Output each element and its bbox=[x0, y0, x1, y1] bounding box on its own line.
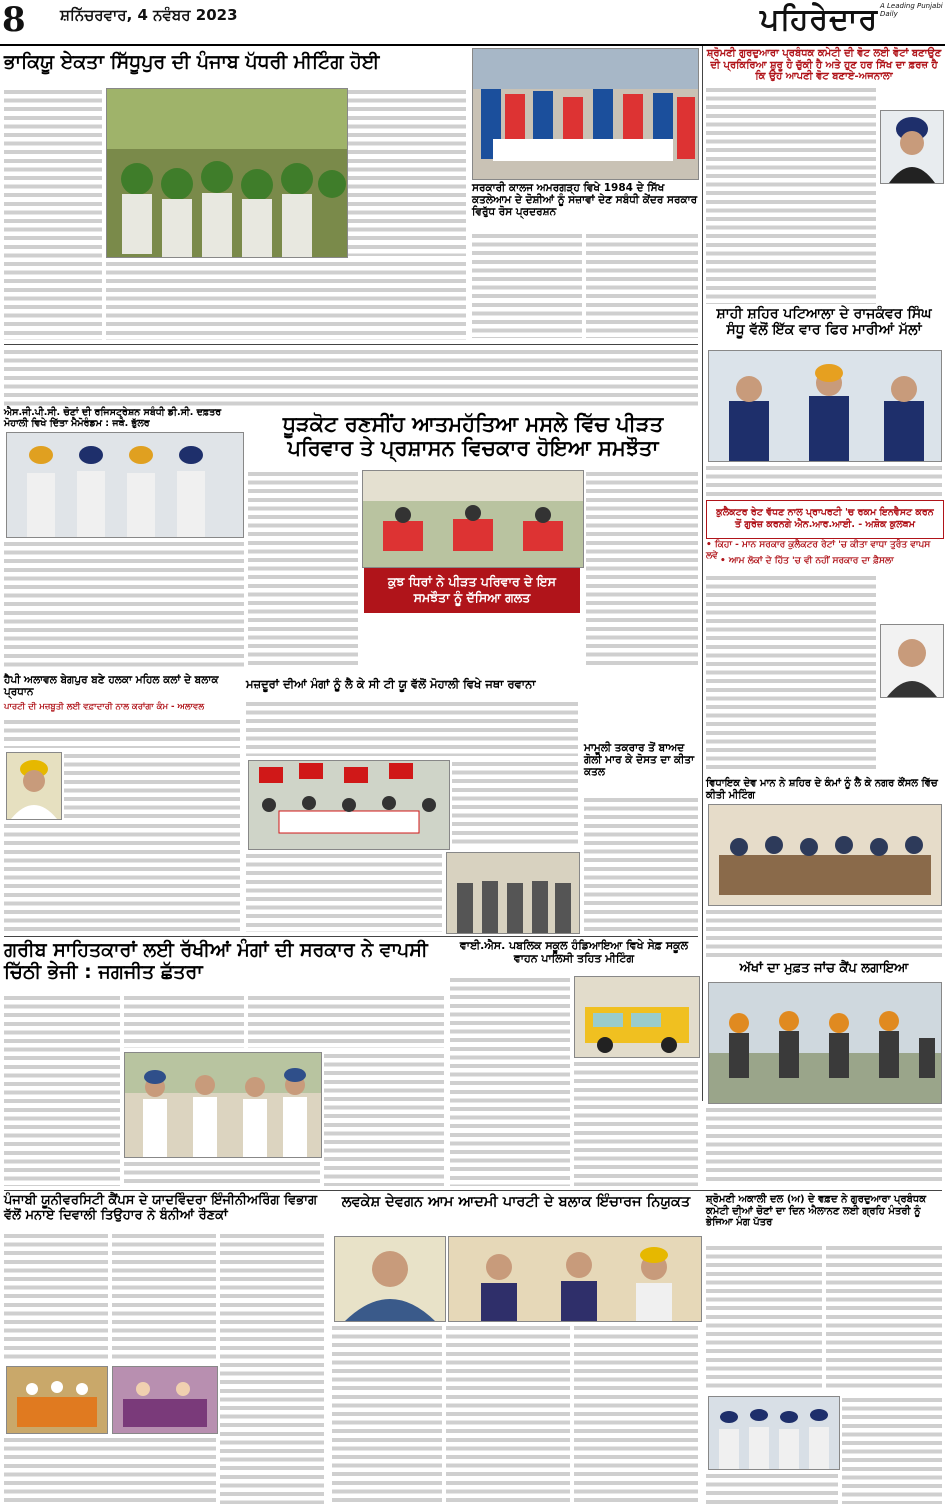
headline-collector-rate bbox=[706, 500, 944, 539]
body-bku-bottom bbox=[106, 260, 466, 340]
body-aap-incharge-col1 bbox=[332, 1324, 442, 1504]
body-akali-col3 bbox=[842, 1396, 942, 1504]
newspaper-logo: ਪਹਿਰੇਦਾਰ bbox=[760, 2, 879, 37]
body-aap-incharge-col3 bbox=[574, 1324, 698, 1504]
row-rule bbox=[4, 344, 698, 345]
body-sgpc-votes bbox=[706, 86, 876, 304]
body-writers-col4 bbox=[324, 1052, 444, 1186]
photo-akali-delegation bbox=[708, 1396, 840, 1470]
photo-diwali-2 bbox=[112, 1366, 218, 1434]
photo-citu-group bbox=[446, 852, 580, 934]
tagline: A Leading Punjabi Daily bbox=[880, 2, 943, 18]
headline-diwali: ਪੰਜਾਬੀ ਯੂਨੀਵਰਸਿਟੀ ਕੈਂਪਸ ਦੇ ਯਾਦਵਿੰਦਰਾ ਇੰਜੀਨੀਅਰਿੰਗ ਵਿਭਾਗ ਵੱਲੋਂ ਮਨਾਏ ਦਿਵਾਲੀ ਤਿਉਹਾਰ ਨੇ ਬੰਨੀਆਂ ਰੌਣਕਾਂ bbox=[4, 1193, 317, 1223]
row-rule-3 bbox=[4, 1190, 942, 1191]
headline-aap-block: ਹੈਪੀ ਅਲਾਵਲ ਬੇਗਪੁਰ ਬਣੇ ਹਲਕਾ ਮਹਿਲ ਕਲਾਂ ਦੇ ਬਲਾਕ ਪ੍ਰਧਾਨ bbox=[4, 674, 219, 699]
headline-patiala: ਸ਼ਾਹੀ ਸ਼ਹਿਰ ਪਟਿਆਲਾ ਦੇ ਰਾਜਕੰਵਰ ਸਿੰਘ ਸੰਧੂ ਵੱਲੋਂ ਇੱਕ ਵਾਰ ਫਿਰ ਮਾਰੀਆਂ ਮੱਲਾਂ bbox=[716, 306, 932, 339]
masthead bbox=[0, 0, 945, 46]
body-writers-col2 bbox=[124, 994, 244, 1048]
headline-mla-meeting: ਵਿਧਾਇਕ ਦੇਵ ਮਾਨ ਨੇ ਸ਼ਹਿਰ ਦੇ ਕੰਮਾਂ ਨੂੰ ਲੈ ਕੇ ਨਗਰ ਕੌਂਸਲ ਵਿੱਚ ਕੀਤੀ ਮੀਟਿੰਗ bbox=[706, 778, 938, 801]
body-akali-bottom bbox=[706, 1472, 838, 1504]
photo-eye-camp bbox=[708, 982, 942, 1104]
body-akali-col2 bbox=[826, 1244, 942, 1392]
photo-sgpc-memo bbox=[6, 432, 244, 538]
photo-faridkot bbox=[362, 470, 584, 568]
body-diwali-col3 bbox=[220, 1232, 324, 1504]
photo-aap-ceremony bbox=[448, 1236, 702, 1322]
body-aap-incharge-col2 bbox=[446, 1324, 570, 1504]
body-bku-col3 bbox=[348, 88, 466, 256]
collector-rate-title: ਕੁਲੈਕਟਰ ਰੇਟ ਵੱਧਣ ਨਾਲ ਪ੍ਰਾਪਰਟੀ 'ਚ ਰਕਮ ਇਨਵੈਸਟ ਕਰਨ ਤੋਂ ਗੁਰੇਜ਼ ਕਰਨਗੇ ਐਨ.ਆਰ.ਆਈ. - ਅਸ਼ੋਕ ਕੁਲਥਮ bbox=[716, 507, 934, 531]
body-sgpc-memo bbox=[4, 540, 244, 670]
body-patiala bbox=[706, 464, 942, 498]
body-aap-block-bottom bbox=[4, 822, 240, 932]
photo-rajkanwar bbox=[708, 350, 942, 462]
column-rule bbox=[702, 46, 703, 1101]
faridkot-callout: ਕੁਝ ਧਿਰਾਂ ਨੇ ਪੀੜਤ ਪਰਿਵਾਰ ਦੇ ਇਸ ਸਮਝੌਤਾ ਨੂੰ ਦੱਸਿਆ ਗਲਤ bbox=[364, 568, 580, 613]
body-protest-col1 bbox=[472, 232, 582, 338]
body-diwali-col1 bbox=[4, 1232, 108, 1362]
body-writers-col3 bbox=[248, 994, 444, 1048]
headline-sgpc-memo: ਐਸ.ਜੀ.ਪੀ.ਸੀ. ਚੋਣਾਂ ਦੀ ਰਜਿਸਟ੍ਰੇਸ਼ਨ ਸਬੰਧੀ ਡੀ.ਸੀ. ਦਫ਼ਤਰ ਮੋਹਾਲੀ ਵਿਖੇ ਦਿੱਤਾ ਮੈਮੋਰੰਡਮ : ਜਥੇ. ਭੁੱਲਰ bbox=[4, 407, 222, 429]
photo-ajnala bbox=[880, 110, 944, 184]
body-protest-col2 bbox=[586, 232, 698, 338]
photo-citu-rally bbox=[248, 760, 450, 850]
headline-bku: ਭਾਕਿਯੂ ਏਕਤਾ ਸਿੱਧੂਪੁਰ ਦੀ ਪੰਜਾਬ ਪੱਧਰੀ ਮੀਟਿੰਗ ਹੋਈ bbox=[4, 51, 380, 73]
body-collector-rate bbox=[706, 574, 876, 774]
headline-aap-incharge: ਲਵਕੇਸ਼ ਦੇਵਗਨ ਆਮ ਆਦਮੀ ਪਾਰਟੀ ਦੇ ਬਲਾਕ ਇੰਚਾਰਜ ਨਿਯੁਕਤ bbox=[341, 1194, 691, 1210]
photo-protest-1984 bbox=[472, 48, 699, 180]
row-rule-2 bbox=[4, 936, 698, 937]
photo-mla-meeting bbox=[708, 804, 942, 906]
collector-rate-sub2: • ਆਮ ਲੋਕਾਂ ਦੇ ਹਿੱਤ 'ਚ ਵੀ ਨਹੀਂ ਸਰਕਾਰ ਦਾ ਫ਼ੈਸਲਾ bbox=[720, 556, 894, 566]
body-writers-caption bbox=[124, 1160, 320, 1186]
body-murder bbox=[584, 796, 698, 932]
body-mla-meeting bbox=[706, 908, 942, 960]
sub-aap-block: ਪਾਰਟੀ ਦੀ ਮਜ਼ਬੂਤੀ ਲਈ ਵਫ਼ਾਦਾਰੀ ਨਾਲ ਕਰਾਂਗਾ ਕੰਮ - ਅਲਾਵਲ bbox=[4, 702, 205, 712]
body-faridkot-col3 bbox=[586, 470, 698, 670]
body-bku-col1 bbox=[4, 88, 102, 340]
body-diwali-bottom bbox=[4, 1436, 216, 1504]
photo-diwali-1 bbox=[6, 1366, 108, 1434]
photo-lovekesh bbox=[334, 1236, 446, 1322]
headline-eye-camp: ਅੱਖਾਂ ਦਾ ਮੁਫ਼ਤ ਜਾਂਚ ਕੈਂਪ ਲਗਾਇਆ bbox=[739, 961, 909, 976]
headline-citu: ਮਜ਼ਦੂਰਾਂ ਦੀਆਂ ਮੰਗਾਂ ਨੂੰ ਲੈ ਕੇ ਸੀ ਟੀ ਯੂ ਵੱਲੋਂ ਮੋਹਾਲੀ ਵਿਖੇ ਜਥਾ ਰਵਾਨਾ bbox=[246, 677, 536, 691]
photo-school-van bbox=[574, 976, 700, 1058]
body-citu-bottom bbox=[246, 852, 442, 932]
headline-sgpc-votes: ਸ਼੍ਰੋਮਣੀ ਗੁਰਦੁਆਰਾ ਪ੍ਰਬੰਧਕ ਕਮੇਟੀ ਦੀ ਵੋਟ ਲਈ ਵੋਟਾਂ ਬਣਾਉਣ ਦੀ ਪ੍ਰਕਿਰਿਆ ਸ਼ੁਰੂ ਹੋ ਚੁੱਕੀ ਹੈ ਅਤੇ ਹੁਣ ਹਰ ਸਿੱਖ ਦਾ ਫ਼ਰਜ਼ ਹੈ ਕਿ ਉਹ ਆਪਣੀ ਵੋਟ ਬਣਾਏ-ਅਜਨਾਲਾ bbox=[706, 48, 942, 82]
photo-happy-alawal bbox=[6, 752, 62, 820]
body-writers-col1 bbox=[4, 994, 120, 1186]
body-bku-continued bbox=[4, 348, 698, 406]
headline-protest-1984: ਸਰਕਾਰੀ ਕਾਲਜ ਅਮਰਗੜ੍ਹ ਵਿਖੇ 1984 ਦੇ ਸਿੱਖ ਕਤਲੇਆਮ ਦੇ ਦੋਸ਼ੀਆਂ ਨੂੰ ਸਜ਼ਾਵਾਂ ਦੇਣ ਸਬੰਧੀ ਕੇਂਦਰ ਸਰਕਾਰ ਵਿਰੁੱਧ ਰੋਸ ਪ੍ਰਦਰਸ਼ਨ bbox=[472, 182, 698, 219]
body-school-van-col2 bbox=[574, 1060, 698, 1186]
body-aap-block-top bbox=[4, 718, 240, 748]
collector-rate-sub1: • ਕਿਹਾ - ਮਾਨ ਸਰਕਾਰ ਕੁਲੈਕਟਰ ਰੇਟਾਂ 'ਚ ਕੀਤਾ ਵਾਧਾ ਤੁਰੰਤ ਵਾਪਸ ਲਵੇ bbox=[706, 540, 931, 561]
headline-faridkot: ਧੂੜਕੋਟ ਰਣਸੀਂਹ ਆਤਮਹੱਤਿਆ ਮਸਲੇ ਵਿੱਚ ਪੀੜਤ ਪਰਿਵਾਰ ਤੇ ਪ੍ਰਸ਼ਾਸਨ ਵਿਚਕਾਰ ਹੋਇਆ ਸਮਝੌਤਾ bbox=[282, 412, 664, 461]
dateline: ਸ਼ਨਿੱਚਰਵਾਰ, 4 ਨਵੰਬਰ 2023 bbox=[60, 6, 238, 24]
headline-writers: ਗਰੀਬ ਸਾਹਿਤਕਾਰਾਂ ਲਈ ਰੱਖੀਆਂ ਮੰਗਾਂ ਦੀ ਸਰਕਾਰ ਨੇ ਵਾਪਸੀ ਚਿੱਠੀ ਭੇਜੀ : ਜਗਜੀਤ ਛੱਤਰਾ bbox=[4, 939, 428, 983]
headline-murder: ਮਾਮੂਲੀ ਤਕਰਾਰ ਤੋਂ ਬਾਅਦ ਗੋਲੀ ਮਾਰ ਕੇ ਦੋਸਤ ਦਾ ਕੀਤਾ ਕਤਲ bbox=[584, 742, 695, 779]
page-number: 8 bbox=[2, 0, 26, 40]
body-citu-right bbox=[452, 760, 578, 848]
photo-writers bbox=[124, 1052, 322, 1158]
photo-bku-meeting bbox=[106, 88, 348, 258]
body-faridkot-col1 bbox=[248, 470, 358, 670]
body-diwali-col2 bbox=[112, 1232, 216, 1362]
body-aap-block-mid bbox=[64, 752, 240, 818]
body-akali-col1 bbox=[706, 1244, 822, 1392]
headline-akali-memo: ਸ਼੍ਰੋਮਣੀ ਅਕਾਲੀ ਦਲ (ਅ) ਦੇ ਵਫ਼ਦ ਨੇ ਗੁਰਦੁਆਰਾ ਪ੍ਰਬੰਧਕ ਕਮੇਟੀ ਦੀਆਂ ਚੋਣਾਂ ਦਾ ਦਿਨ ਐਲਾਨਣ ਲਈ ਗ੍ਰਹਿ ਮੰਤਰੀ ਨੂੰ ਭੇਜਿਆ ਮੰਗ ਪੱਤਰ bbox=[706, 1194, 927, 1228]
body-eye-camp bbox=[706, 1106, 942, 1184]
body-school-van-col1 bbox=[450, 976, 570, 1186]
photo-ashok-kultham bbox=[880, 624, 944, 698]
headline-school-van: ਵਾਈ.ਐਸ. ਪਬਲਿਕ ਸਕੂਲ ਹੰਡਿਆਇਆ ਵਿਖੇ ਸੇਫ਼ ਸਕੂਲ ਵਾਹਨ ਪਾਲਿਸੀ ਤਹਿਤ ਮੀਟਿੰਗ bbox=[459, 939, 689, 965]
body-citu-top bbox=[246, 700, 578, 756]
